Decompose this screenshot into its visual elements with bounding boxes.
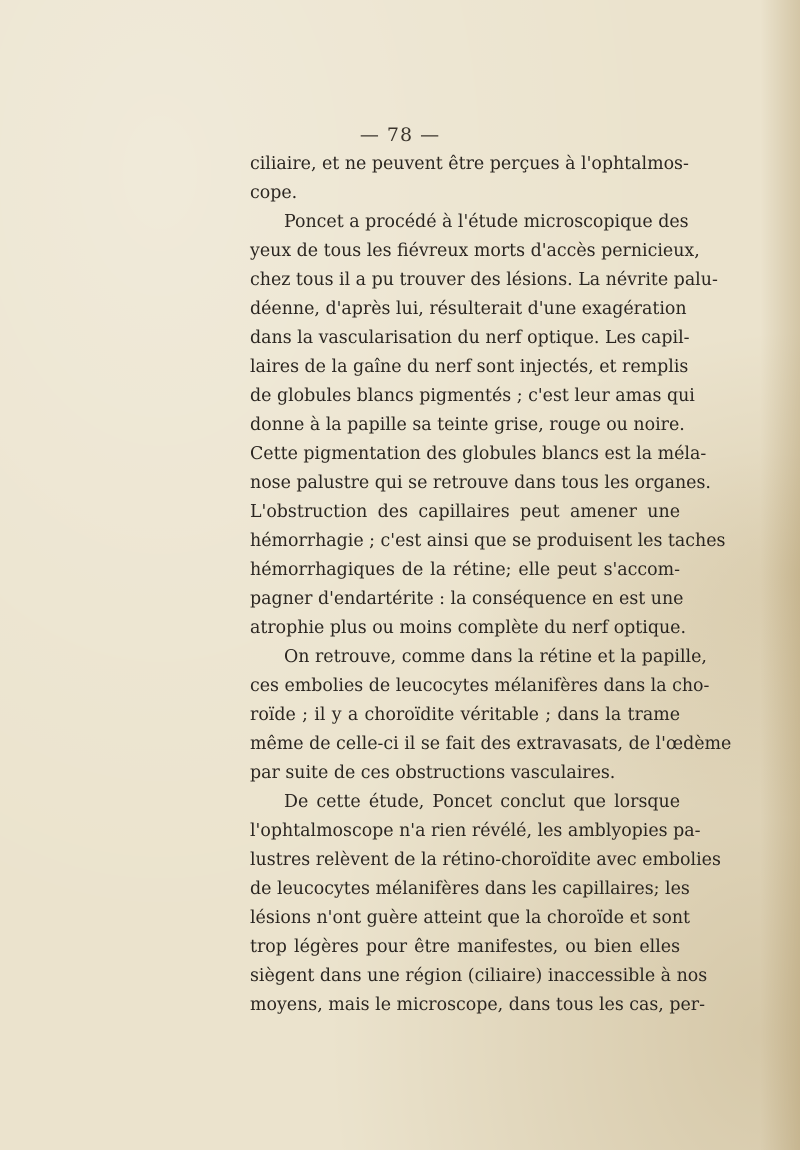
text-line: pagner d'endartérite : la conséquence en est une: [250, 589, 684, 609]
text-line: de globules blancs pigmentés ; c'est leur amas qui: [250, 386, 695, 406]
page-edge-shadow: [760, 0, 800, 1150]
text-line: déenne, d'après lui, résulterait d'une exagération: [250, 299, 687, 319]
text-line: hémorrhagiques de la rétine; elle peut s'accom-: [250, 560, 680, 580]
text-line: lustres relèvent de la rétino-choroïdite avec embolies: [250, 850, 721, 870]
text-line: par suite de ces obstructions vasculaires.: [250, 763, 616, 783]
text-line: laires de la gaîne du nerf sont injectés, et remplis: [250, 357, 689, 377]
text-line: trop légères pour être manifestes, ou bien elles: [250, 937, 680, 957]
text-line: donne à la papille sa teinte grise, rouge ou noire.: [250, 415, 685, 435]
text-line: L'obstruction des capillaires peut amener une: [250, 502, 680, 522]
text-line: chez tous il a pu trouver des lésions. La névrite palu-: [250, 270, 718, 290]
page-number: — 78 —: [359, 124, 441, 146]
text-line: atrophie plus ou moins complète du nerf optique.: [250, 618, 687, 638]
text-line: dans la vascularisation du nerf optique. Les capil-: [250, 328, 690, 348]
text-line: ces embolies de leucocytes mélanifères dans la cho-: [250, 676, 710, 696]
body-text: [250, 150, 732, 1020]
text-line: même de celle-ci il se fait des extravasats, de l'œdème: [250, 734, 732, 754]
text-line: On retrouve, comme dans la rétine et la papille,: [284, 647, 707, 667]
text-line: yeux de tous les fiévreux morts d'accès pernicieux,: [250, 241, 700, 261]
text-line: ciliaire, et ne peuvent être perçues à l'ophtalmos-: [250, 154, 689, 174]
text-line: De cette étude, Poncet conclut que lorsque: [284, 792, 680, 812]
text-line: nose palustre qui se retrouve dans tous les organes.: [250, 473, 711, 493]
text-line: roïde ; il y a choroïdite véritable ; dans la trame: [250, 705, 680, 725]
text-line: cope.: [250, 183, 298, 203]
text-line: siègent dans une région (ciliaire) inaccessible à nos: [250, 966, 708, 986]
text-line: lésions n'ont guère atteint que la choroïde et sont: [250, 908, 691, 928]
text-line: hémorrhagie ; c'est ainsi que se produisent les taches: [250, 531, 726, 551]
text-line: moyens, mais le microscope, dans tous les cas, per-: [250, 995, 705, 1015]
text-line: Poncet a procédé à l'étude microscopique des: [284, 212, 689, 232]
text-line: de leucocytes mélanifères dans les capillaires; les: [250, 879, 690, 899]
text-line: Cette pigmentation des globules blancs est la méla-: [250, 444, 707, 464]
text-line: l'ophtalmoscope n'a rien révélé, les amblyopies pa-: [250, 821, 701, 841]
